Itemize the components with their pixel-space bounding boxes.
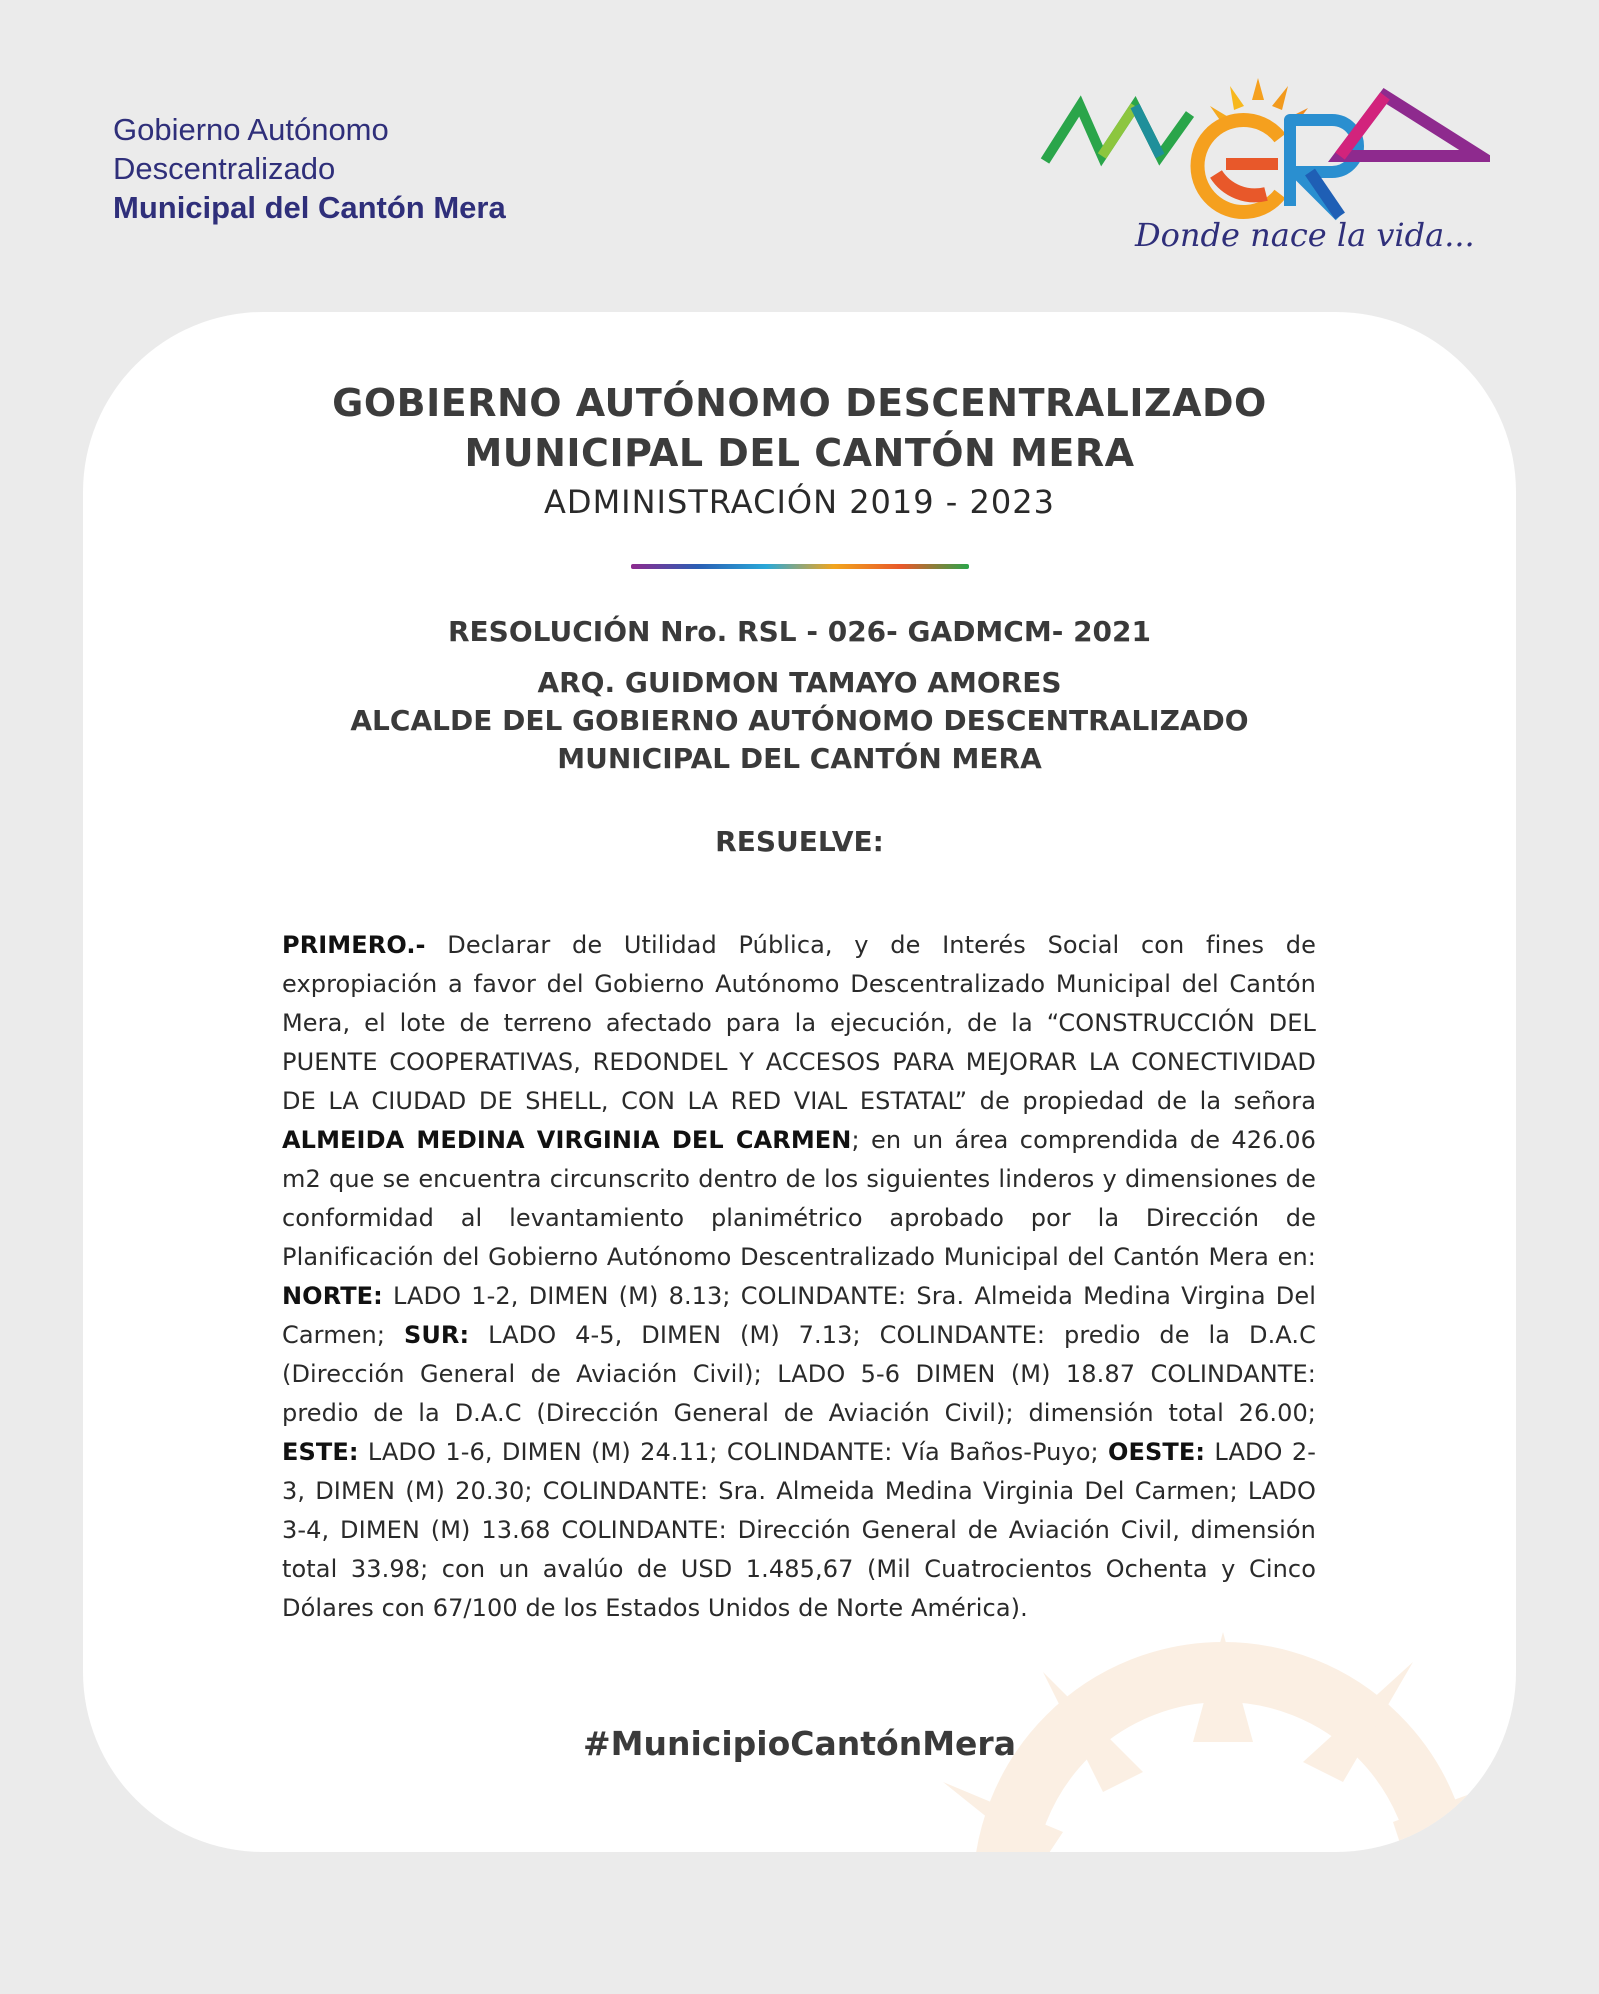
document-header (83, 378, 1516, 569)
owner-name: ALMEIDA MEDINA VIRGINIA DEL CARMEN (282, 1126, 852, 1154)
resolution-body (282, 926, 1316, 1628)
resolves-heading: RESUELVE: (715, 825, 884, 858)
resolution-heading (83, 612, 1516, 862)
logo-slogan: Donde nace la vida... (1135, 216, 1475, 254)
label-sur: SUR: (403, 1321, 470, 1349)
hashtag: #MunicipioCantónMera (583, 1724, 1016, 1763)
label-norte: NORTE: (282, 1282, 383, 1310)
body-part-5: LADO 1-6, DIMEN (M) 24.11; COLINDANTE: Vía Baños-Puyo; (358, 1438, 1109, 1466)
label-este: ESTE: (282, 1438, 359, 1466)
label-primero: PRIMERO.- (282, 931, 426, 959)
mayor-name: ARQ. GUIDMON TAMAYO AMORES (537, 666, 1062, 699)
mayor-block (83, 664, 1516, 778)
org-name-line-2: Descentralizado (113, 151, 336, 186)
label-oeste: OESTE: (1108, 1438, 1206, 1466)
body-part-6: LADO 2-3, DIMEN (M) 20.30; COLINDANTE: Sra. Almeida Medina Virginia Del Carmen; LADO 3-4, DIMEN (M) 13.68 COLINDANTE: Dirección General de Aviación Civil, dimensión total 33.98; con un avalúo de USD 1.485,67 (Mil Cuatrocientos Ochenta y Cinco Dólares con 67/100 de los Estados Unidos de Norte América). (282, 1438, 1316, 1622)
rainbow-divider (631, 564, 969, 569)
document-title-line-2: MUNICIPAL DEL CANTÓN MERA (464, 431, 1135, 475)
org-name-line-1: Gobierno Autónomo (113, 112, 389, 147)
resolution-number: RESOLUCIÓN Nro. RSL - 026- GADMCM- 2021 (447, 615, 1152, 648)
document-title-line-1: GOBIERNO AUTÓNOMO DESCENTRALIZADO (332, 381, 1267, 425)
body-part-4: LADO 4-5, DIMEN (M) 7.13; COLINDANTE: predio de la D.A.C (Dirección General de Aviación Civil); LADO 5-6 DIMEN (M) 18.87 COLINDANTE: predio de la D.A.C (Dirección General de Aviación Civil); dimensión total 26.00; (282, 1321, 1316, 1427)
body-part-1: Declarar de Utilidad Pública, y de Interés Social con fines de expropiación a favor del Gobierno Autónomo Descentralizado Municipal del Cantón Mera, el lote de terreno afectado para la ejecución, de la “CONSTRUCCIÓN DEL PUENTE COOPERATIVAS, REDONDEL Y ACCESOS PARA MEJORAR LA CONECTIVIDAD DE LA CIUDAD DE SHELL, CON LA RED VIAL ESTATAL” de propiedad de la señora (282, 931, 1316, 1115)
body-part-3: LADO 1-2, DIMEN (M) 8.13; COLINDANTE: Sra. Almeida Medina Virgina Del Carmen; (282, 1282, 1316, 1349)
mera-logo (1040, 76, 1490, 266)
resolution-card (83, 312, 1516, 1852)
mayor-title-line-1: ALCALDE DEL GOBIERNO AUTÓNOMO DESCENTRALIZADO (350, 704, 1249, 737)
org-name-line-3: Municipal del Cantón Mera (113, 190, 506, 225)
mayor-title-line-2: MUNICIPAL DEL CANTÓN MERA (557, 742, 1042, 775)
body-part-2: ; en un área comprendida de 426.06 m2 que se encuentra circunscrito dentro de los siguientes linderos y dimensiones de conformidad al levantamiento planimétrico aprobado por la Dirección de Planificación del Gobierno Autónomo Descentralizado Municipal del Cantón Mera en: (282, 1126, 1316, 1271)
administration-period: ADMINISTRACIÓN 2019 - 2023 (544, 483, 1055, 521)
organization-name (113, 110, 506, 227)
